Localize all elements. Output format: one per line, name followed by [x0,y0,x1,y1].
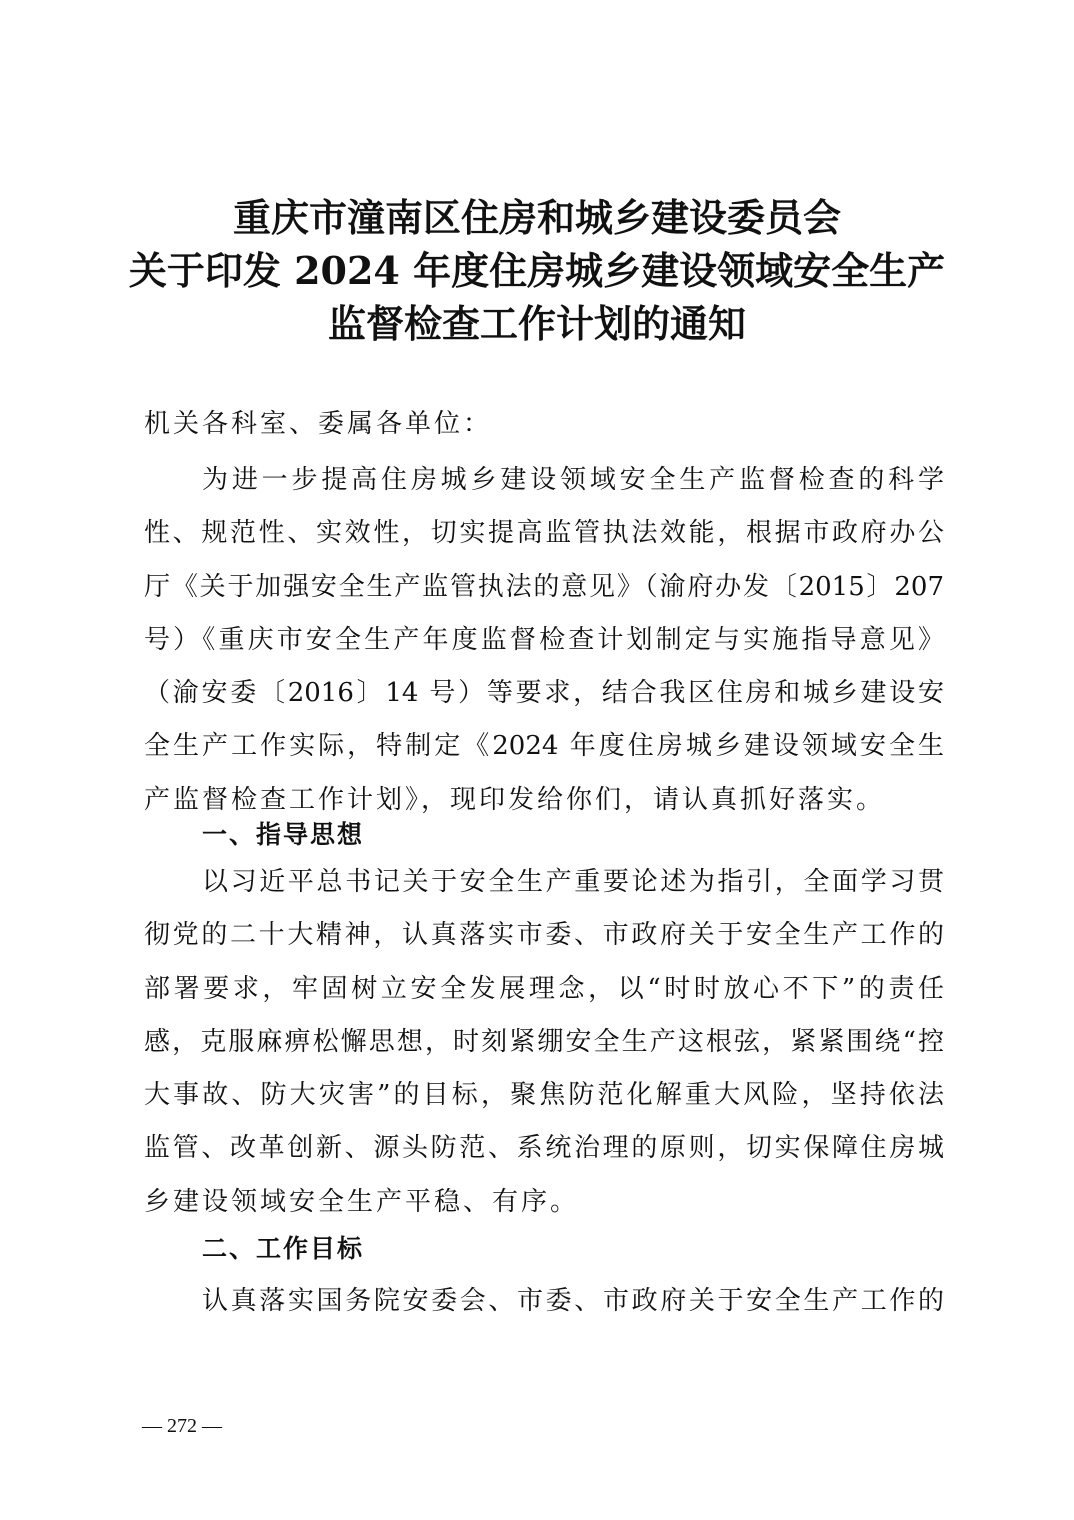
paragraph-line: 号）《重庆市安全生产年度监督检查计划制定与实施指导意见》 [144,624,944,655]
guiding-thought-paragraph [144,856,944,1229]
document-title-line-2: 关于印发 2024 年度住房城乡建设领域安全生产 [128,248,946,293]
page-number: — 272 — [142,1415,222,1437]
document-title-line-3: 监督检查工作计划的通知 [327,301,746,346]
paragraph-line: 部署要求，牢固树立安全发展理念，以“时时放心不下”的责任 [144,973,944,1004]
paragraph-line: 为进一步提高住房城乡建设领域安全生产监督检查的科学 [202,465,944,495]
paragraph-line: 全生产工作实际，特制定《2024 年度住房城乡建设领域安全生 [144,731,944,762]
paragraph-line: 以习近平总书记关于安全生产重要论述为指引，全面学习贯 [202,867,944,897]
document-title-line-1: 重庆市潼南区住房和城乡建设委员会 [232,195,841,240]
paragraph-line: 大事故、防大灾害”的目标，聚焦防范化解重大风险，坚持依法 [144,1080,944,1111]
salutation: 机关各科室、委属各单位： [144,409,493,439]
section-heading-work-goals: 二、工作目标 [202,1234,365,1263]
section-heading-guiding-thought: 一、指导思想 [202,820,365,849]
paragraph-line: 认真落实国务院安委会、市委、市政府关于安全生产工作的 [202,1286,944,1316]
paragraph-line: 感，克服麻痹松懈思想，时刻紧绷安全生产这根弦，紧紧围绕“控 [144,1026,944,1057]
paragraph-line: 监管、改革创新、源头防范、系统治理的原则，切实保障住房城 [144,1133,944,1164]
work-goals-paragraph [144,1275,944,1328]
paragraph-line: 厅《关于加强安全生产监管执法的意见》（渝府办发〔2015〕207 [144,571,944,602]
paragraph-line: 彻党的二十大精神，认真落实市委、市政府关于安全生产工作的 [144,920,944,951]
paragraph-line: 乡建设领域安全生产平稳、有序。 [144,1186,580,1217]
paragraph-line: 性、规范性、实效性，切实提高监管执法效能，根据市政府办公 [144,518,944,549]
intro-paragraph [144,454,944,827]
paragraph-line: （渝安委〔2016〕14 号）等要求，结合我区住房和城乡建设安 [144,678,944,709]
paragraph-line: 产监督检查工作计划》，现印发给你们，请认真抓好落实。 [144,784,886,815]
